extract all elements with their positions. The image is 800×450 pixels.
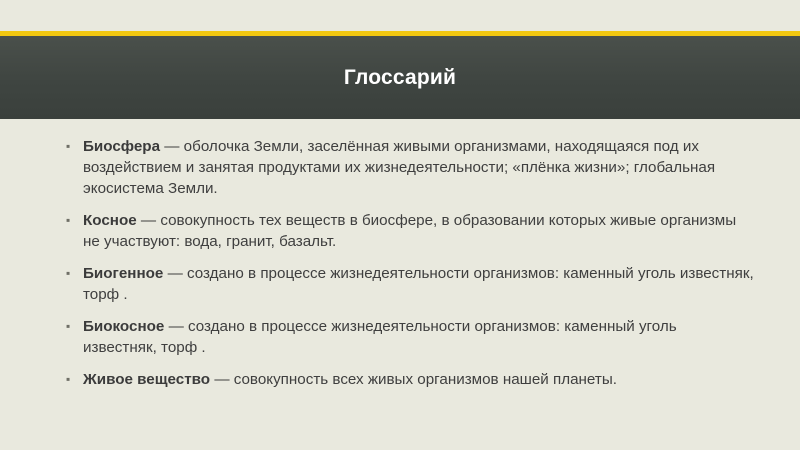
bullet-icon: ▪	[66, 266, 71, 280]
glossary-item-bioinert	[64, 316, 754, 358]
glossary-list	[64, 136, 754, 401]
glossary-term: Косное	[83, 212, 137, 229]
slide-title: Глоссарий	[343, 66, 457, 89]
glossary-definition: — создано в процессе жизнедеятельности организмов: каменный уголь известняк, торф .	[83, 318, 677, 356]
title-band	[0, 36, 800, 119]
glossary-definition: — совокупность всех живых организмов нашей планеты.	[210, 371, 617, 388]
glossary-term: Биокосное	[83, 318, 165, 335]
glossary-item-inert	[64, 210, 754, 252]
glossary-item-biogenic	[64, 263, 754, 305]
bullet-icon: ▪	[66, 213, 71, 227]
glossary-definition: — оболочка Земли, заселённая живыми организмами, находящаяся под их воздействием и занятая продуктами их жизнедеятельности; «плёнка жизни»; глобальная экосистема Земли.	[83, 138, 716, 197]
glossary-definition: — совокупность тех веществ в биосфере, в образовании которых живые организмы не участвуют: вода, гранит, базальт.	[83, 212, 737, 250]
bullet-icon: ▪	[66, 319, 71, 333]
glossary-term: Живое вещество	[83, 371, 211, 388]
glossary-item-living-matter	[64, 369, 754, 390]
bullet-icon: ▪	[66, 139, 71, 153]
top-strip	[0, 0, 800, 31]
glossary-item-biosphere	[64, 136, 754, 199]
glossary-term: Биосфера	[83, 138, 161, 155]
glossary-term: Биогенное	[83, 265, 164, 282]
bullet-icon: ▪	[66, 372, 71, 386]
glossary-definition: — создано в процессе жизнедеятельности организмов: каменный уголь известняк, торф .	[83, 265, 754, 303]
